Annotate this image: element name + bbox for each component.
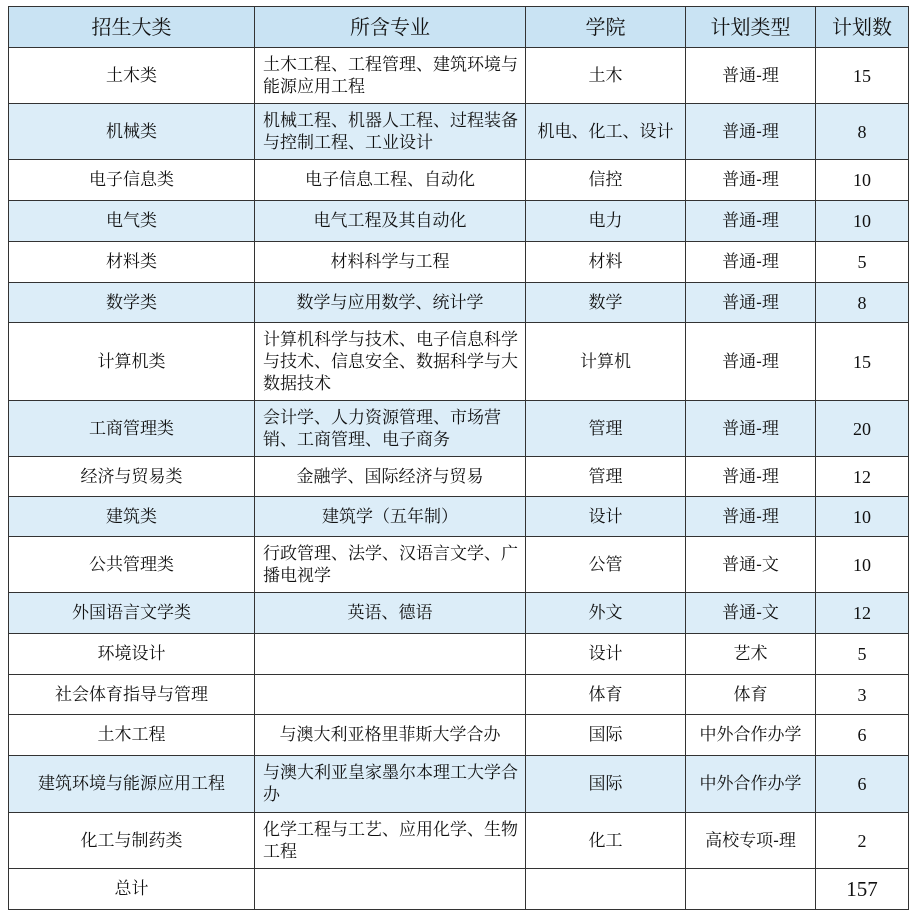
cell-majors: 材料科学与工程 [255,242,526,283]
cell-category: 数学类 [9,283,255,323]
cell-plan-count: 5 [816,634,909,675]
table-row [9,813,909,869]
cell-category: 电子信息类 [9,160,255,201]
cell-college: 材料 [526,242,686,283]
table-row [9,104,909,160]
cell-majors: 英语、德语 [255,593,526,634]
cell-majors: 行政管理、法学、汉语言文学、广播电视学 [255,537,526,593]
cell-plan-count: 6 [816,715,909,756]
cell-plan-type: 体育 [686,675,816,715]
cell-plan-type: 普通-理 [686,401,816,457]
total-empty-cell [686,869,816,910]
cell-category: 公共管理类 [9,537,255,593]
cell-majors: 计算机科学与技术、电子信息科学与技术、信息安全、数据科学与大数据技术 [255,323,526,401]
cell-college: 电力 [526,201,686,242]
cell-category: 建筑类 [9,497,255,537]
table-row [9,675,909,715]
cell-majors: 化学工程与工艺、应用化学、生物工程 [255,813,526,869]
cell-majors: 机械工程、机器人工程、过程装备与控制工程、工业设计 [255,104,526,160]
cell-plan-type: 艺术 [686,634,816,675]
cell-college: 数学 [526,283,686,323]
cell-plan-count: 10 [816,497,909,537]
header-college: 学院 [526,7,686,48]
cell-plan-count: 8 [816,104,909,160]
table-row [9,160,909,201]
cell-plan-count: 20 [816,401,909,457]
cell-plan-type: 普通-理 [686,457,816,497]
cell-majors: 会计学、人力资源管理、市场营销、工商管理、电子商务 [255,401,526,457]
cell-college: 机电、化工、设计 [526,104,686,160]
table-row [9,323,909,401]
cell-college: 信控 [526,160,686,201]
cell-college: 管理 [526,457,686,497]
cell-plan-type: 普通-理 [686,104,816,160]
cell-college: 公管 [526,537,686,593]
cell-plan-type: 中外合作办学 [686,715,816,756]
cell-plan-type: 普通-理 [686,242,816,283]
cell-plan-count: 15 [816,48,909,104]
cell-category: 工商管理类 [9,401,255,457]
table-row [9,283,909,323]
cell-category: 土木类 [9,48,255,104]
cell-college: 管理 [526,401,686,457]
cell-majors: 建筑学（五年制） [255,497,526,537]
cell-plan-count: 12 [816,593,909,634]
table-header-row [9,7,909,48]
cell-plan-type: 普通-理 [686,497,816,537]
cell-majors: 数学与应用数学、统计学 [255,283,526,323]
cell-college: 化工 [526,813,686,869]
cell-plan-type: 中外合作办学 [686,756,816,813]
cell-plan-type: 普通-文 [686,537,816,593]
cell-majors [255,675,526,715]
cell-category: 社会体育指导与管理 [9,675,255,715]
cell-college: 国际 [526,756,686,813]
cell-majors: 电子信息工程、自动化 [255,160,526,201]
cell-category: 材料类 [9,242,255,283]
cell-college: 设计 [526,497,686,537]
cell-plan-type: 普通-理 [686,48,816,104]
cell-majors: 与澳大利亚格里菲斯大学合办 [255,715,526,756]
table-row [9,715,909,756]
cell-plan-count: 8 [816,283,909,323]
cell-plan-count: 10 [816,160,909,201]
cell-plan-type: 普通-理 [686,201,816,242]
table-row [9,48,909,104]
total-empty-cell [255,869,526,910]
table-row [9,756,909,813]
cell-plan-type: 普通-理 [686,283,816,323]
cell-college: 国际 [526,715,686,756]
cell-majors: 土木工程、工程管理、建筑环境与能源应用工程 [255,48,526,104]
cell-college: 设计 [526,634,686,675]
cell-plan-count: 10 [816,537,909,593]
table-row [9,497,909,537]
cell-college: 外文 [526,593,686,634]
table-row [9,593,909,634]
header-plan-type: 计划类型 [686,7,816,48]
cell-plan-count: 12 [816,457,909,497]
cell-plan-type: 普通-理 [686,323,816,401]
cell-college: 土木 [526,48,686,104]
table-row [9,401,909,457]
cell-majors: 电气工程及其自动化 [255,201,526,242]
table-row [9,201,909,242]
cell-plan-type: 普通-文 [686,593,816,634]
cell-category: 计算机类 [9,323,255,401]
header-majors: 所含专业 [255,7,526,48]
table-row [9,457,909,497]
cell-plan-type: 高校专项-理 [686,813,816,869]
cell-college: 体育 [526,675,686,715]
cell-plan-count: 2 [816,813,909,869]
cell-category: 电气类 [9,201,255,242]
cell-plan-count: 6 [816,756,909,813]
header-plan-count: 计划数 [816,7,909,48]
total-label: 总计 [9,869,255,910]
total-empty-cell [526,869,686,910]
cell-majors: 与澳大利亚皇家墨尔本理工大学合办 [255,756,526,813]
table-row [9,242,909,283]
cell-plan-count: 5 [816,242,909,283]
cell-college: 计算机 [526,323,686,401]
table-row [9,537,909,593]
cell-majors [255,634,526,675]
total-row [9,869,909,910]
cell-category: 化工与制药类 [9,813,255,869]
cell-category: 经济与贸易类 [9,457,255,497]
cell-category: 环境设计 [9,634,255,675]
cell-plan-count: 10 [816,201,909,242]
enrollment-plan-table [8,6,909,910]
cell-majors: 金融学、国际经济与贸易 [255,457,526,497]
cell-category: 建筑环境与能源应用工程 [9,756,255,813]
cell-plan-count: 15 [816,323,909,401]
table-row [9,634,909,675]
cell-category: 外国语言文学类 [9,593,255,634]
total-count: 157 [816,869,909,910]
cell-plan-count: 3 [816,675,909,715]
cell-category: 土木工程 [9,715,255,756]
cell-plan-type: 普通-理 [686,160,816,201]
cell-category: 机械类 [9,104,255,160]
header-category: 招生大类 [9,7,255,48]
